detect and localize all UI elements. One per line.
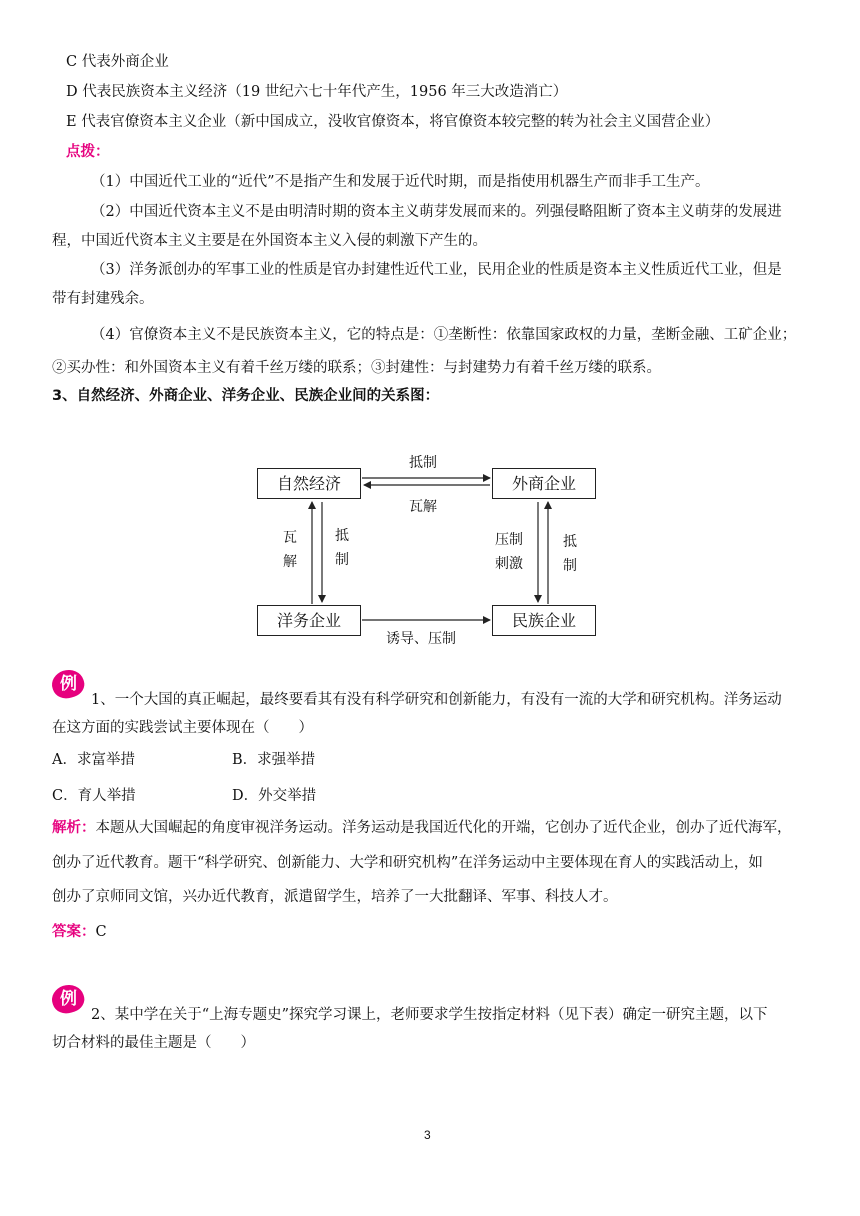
- q1-option-d: D．外交举措: [232, 788, 317, 804]
- q1-analysis-line2: 创办了近代教育。题干“科学研究、创新能力、大学和研究机构”在洋务运动中主要体现在育人的实践活动上，如: [52, 855, 763, 871]
- label-right-a: 压制刺激: [495, 532, 523, 572]
- dianbo-p2-a: （2）中国近代资本主义不是由明清时期的资本主义萌芽发展而来的。列强侵略阻断了资本主义萌芽的发展进: [91, 204, 782, 220]
- box-natural-economy: 自然经济: [257, 468, 361, 499]
- example-icon: 例: [48, 666, 87, 703]
- q1-option-c: C．育人举措: [52, 788, 136, 804]
- q1-analysis-line1: [52, 818, 792, 838]
- answer-label: 答案：: [52, 924, 96, 940]
- q1-stem-a: 1、一个大国的真正崛起，最终要看其有没有科学研究和创新能力，有没有一流的大学和研究机构。洋务运动: [91, 692, 782, 708]
- q1-option-b: B．求强举措: [232, 752, 316, 768]
- analysis-label: 解析：: [52, 820, 96, 836]
- box-westernization-enterprise: 洋务企业: [257, 605, 361, 636]
- label-left-a: 瓦解: [283, 530, 297, 570]
- dianbo-p1: （1）中国近代工业的“近代”不是指产生和发展于近代时期，而是指使用机器生产而非手工生产。: [91, 174, 710, 190]
- example-icon: 例: [48, 981, 87, 1018]
- analysis-text-a: 本题从大国崛起的角度审视洋务运动。洋务运动是我国近代化的开端，它创办了近代企业，创办了近代海军，: [95, 820, 792, 836]
- q2-stem-a: 2、某中学在关于“上海专题史”探究学习课上，老师要求学生按指定材料（见下表）确定一研究主题，以下: [91, 1007, 768, 1023]
- dianbo-p3-a: （3）洋务派创办的军事工业的性质是官办封建性近代工业，民用企业的性质是资本主义性质近代工业，但是: [91, 262, 782, 278]
- box-foreign-enterprise: 外商企业: [492, 468, 596, 499]
- label-bottom: 诱导、压制: [386, 631, 456, 647]
- dianbo-p3-b: 带有封建残余。: [52, 291, 154, 307]
- line-e: E 代表官僚资本主义企业（新中国成立，没收官僚资本，将官僚资本较完整的转为社会主义国营企业）: [66, 114, 720, 130]
- page-number: 3: [424, 1128, 431, 1142]
- box-national-enterprise: 民族企业: [492, 605, 596, 636]
- q1-option-a: A．求富举措: [52, 752, 135, 768]
- dianbo-p4-a: （4）官僚资本主义不是民族资本主义，它的特点是：①垄断性：依靠国家政权的力量，垄断金融、工矿企业；: [91, 327, 797, 343]
- line-c: C 代表外商企业: [66, 54, 169, 70]
- q1-stem-b: 在这方面的实践尝试主要体现在（ ）: [52, 720, 313, 736]
- label-top-upper: 抵制: [409, 455, 437, 471]
- q2-stem-b: 切合材料的最佳主题是（ ）: [52, 1035, 255, 1051]
- answer-value: C: [95, 924, 107, 940]
- label-left-b: 抵制: [335, 528, 349, 568]
- line-d: D 代表民族资本主义经济（19 世纪六七十年代产生，1956 年三大改造消亡）: [66, 84, 568, 100]
- label-top-lower: 瓦解: [409, 499, 437, 515]
- section3-title: 3、自然经济、外商企业、洋务企业、民族企业间的关系图：: [52, 388, 440, 404]
- dianbo-p2-b: 程，中国近代资本主义主要是在外国资本主义入侵的刺激下产生的。: [52, 233, 487, 249]
- label-right-b: 抵制: [563, 534, 577, 574]
- q1-analysis-line3: 创办了京师同文馆，兴办近代教育，派遣留学生，培养了一大批翻译、军事、科技人才。: [52, 889, 618, 905]
- q1-answer: [52, 922, 107, 942]
- dianbo-title: 点拨：: [66, 144, 110, 160]
- dianbo-p4-b: ②买办性：和外国资本主义有着千丝万缕的联系；③封建性：与封建势力有着千丝万缕的联系。: [52, 360, 661, 376]
